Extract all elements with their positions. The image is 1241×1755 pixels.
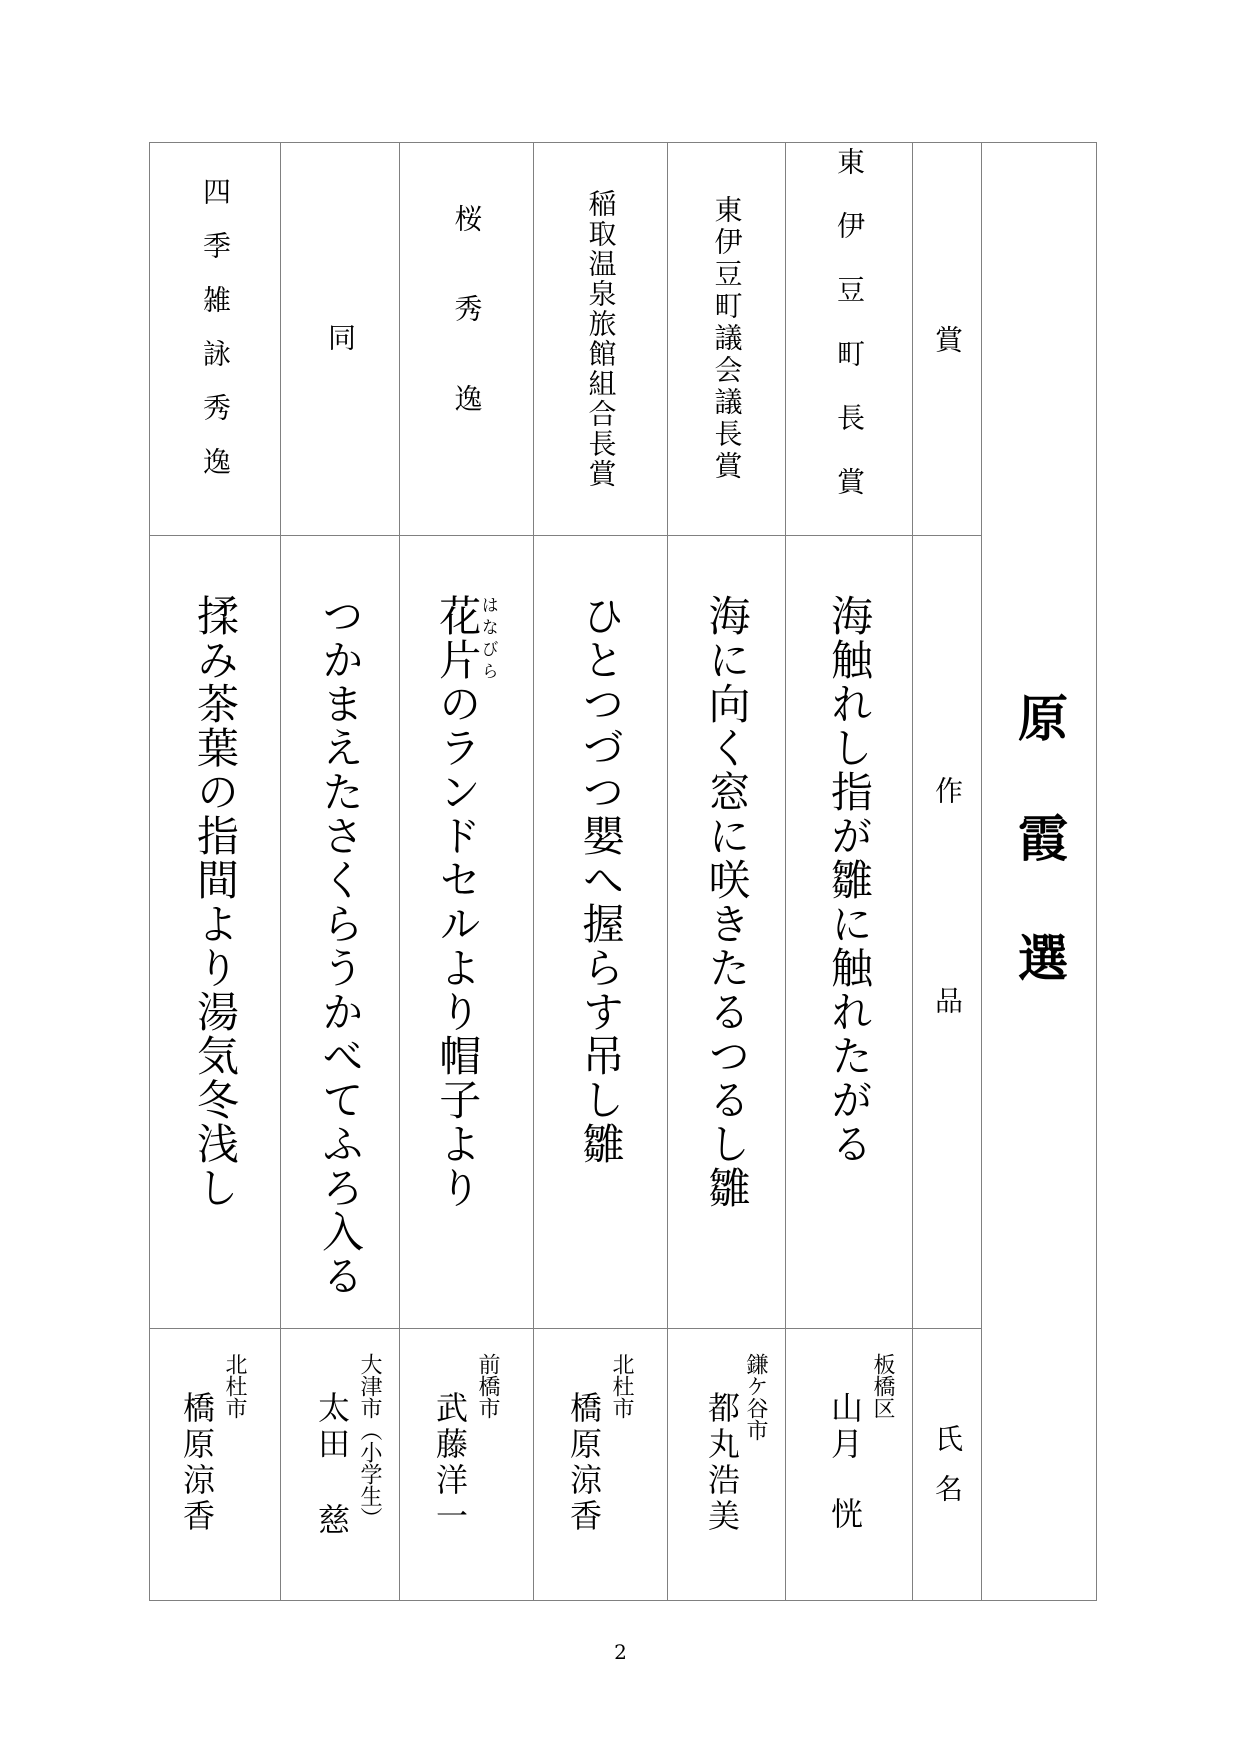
poem-cell-1 <box>786 536 912 1328</box>
award-3: 稲取温泉旅館組合長賞 <box>584 189 618 489</box>
header-work-cell <box>913 536 981 1328</box>
award-cell-4 <box>400 143 533 535</box>
author-6: 橋原涼香 <box>178 1391 216 1535</box>
award-2: 東伊豆町議会議長賞 <box>710 195 744 483</box>
poem-cell-2 <box>668 536 785 1328</box>
award-4: 桜秀逸 <box>450 204 484 474</box>
poem-cell-5 <box>281 536 399 1328</box>
poem-cell-6 <box>150 536 280 1328</box>
award-cell-5 <box>281 143 399 535</box>
author-3: 橋原涼香 <box>565 1391 603 1535</box>
poem-4: 花片はなびらのランドセルより帽子より <box>433 594 498 1210</box>
header-work-2: 品 <box>931 986 964 1014</box>
name-cell-4 <box>400 1329 533 1600</box>
header-name-1: 氏 <box>931 1424 964 1452</box>
location-1: 板橋区 <box>870 1353 895 1419</box>
award-5: 同 <box>324 323 357 355</box>
header-name-cell <box>913 1329 981 1600</box>
poem-cell-3 <box>534 536 667 1328</box>
name-cell-6 <box>150 1329 280 1600</box>
poem-cell-4 <box>400 536 533 1328</box>
location-6: 北杜市 <box>222 1353 247 1419</box>
author-5: 太田慈 <box>313 1391 351 1539</box>
header-work-1: 作 <box>931 776 964 804</box>
page-title: 原霞選 <box>1010 691 1068 1052</box>
poem-2: 海に向く窓に咲きたるつるし雛 <box>702 594 752 1210</box>
poem-4-ruby: 花片はなびら <box>433 594 498 682</box>
author-2: 都丸浩美 <box>703 1391 741 1535</box>
award-cell-3 <box>534 143 667 535</box>
poem-6: 揉み茶葉の指間より湯気冬浅し <box>191 594 240 1210</box>
poem-1: 海触れし指が雛に触れたがる <box>825 594 874 1166</box>
award-1: 東伊豆町長賞 <box>833 147 866 531</box>
header-award-cell <box>913 143 981 535</box>
location-3: 北杜市 <box>609 1353 634 1419</box>
title-cell <box>982 143 1096 1600</box>
page-number: 2 <box>614 1640 627 1664</box>
name-cell-3 <box>534 1329 667 1600</box>
poem-5: つかまえたさくらうかべてふろ入る <box>316 594 365 1298</box>
location-4: 前橋市 <box>475 1353 500 1419</box>
award-6: 四季雑詠秀逸 <box>199 177 232 501</box>
location-5: 大津市（小学生） <box>357 1353 382 1529</box>
location-2: 鎌ケ谷市 <box>743 1353 768 1441</box>
award-cell-6 <box>150 143 280 535</box>
award-cell-2 <box>668 143 785 535</box>
poem-3: ひとつづつ嬰へ握らす吊し雛 <box>576 594 626 1166</box>
award-cell-1 <box>786 143 912 535</box>
name-cell-2 <box>668 1329 785 1600</box>
author-4: 武藤洋一 <box>431 1391 469 1535</box>
name-cell-5 <box>281 1329 399 1600</box>
header-award: 賞 <box>931 325 964 353</box>
name-cell-1 <box>786 1329 912 1600</box>
author-1: 山月恍 <box>826 1391 864 1533</box>
awards-table <box>149 142 1097 1601</box>
header-name-2: 名 <box>931 1474 964 1502</box>
